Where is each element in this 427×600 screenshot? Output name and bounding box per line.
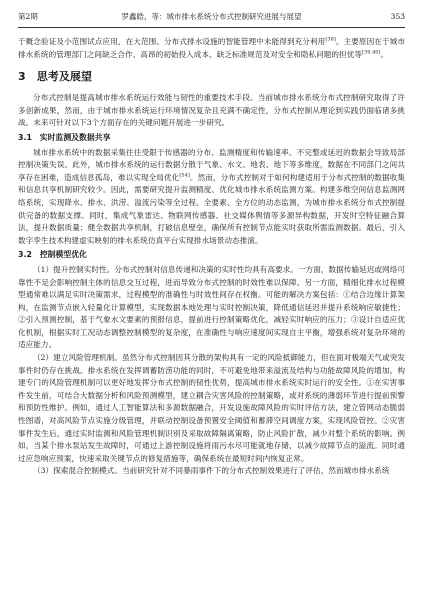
subsection-heading: 3.2 控制模型优化 bbox=[18, 250, 87, 260]
risk-paragraph: （2）建立风险管理机制。虽然分布式控制因其分散的架构具有一定的风险抵御能力，但在面对极端天气或突发事件时仍存在挑战。排水系统在发挥调蓄防涝功能的同时，不可避免地带来溢流及结构与功能故障风险的增加。构建专门的风险管理机制可以更好地发挥分布式控制的韧性优势，提高城市排水系统实时运行的安全性。①在实害事件发生前，可结合大数据分析和风险预测模型，建立耦合灾害风险的控制策略，或对系统的薄弱环节进行提前预警和预防性维护。例如，通过人工智能算法和多源数据融合，开发设施故障风险的实时评估方法，建立管网动态脆弱性图谱，对高风险节点实施分级管理，并联动控制设备预置安全阈值和蓄滞空间调度方案，实现风险管控。②灾害事件发生后，通过实时监测和风险管理机制识别及采取故障隔离策略，防止风险扩散，减少对整个系统的影响。例如，当某个排水泵站发生故障时，可通过上游控制设施将雨污水尽可能就地存储，以减少故障节点的溢流。同时通过应急响应预案，快速采取关键节点的修复措施等，确保系统在最短时间内恢复正常。 bbox=[18, 353, 405, 463]
section-heading: 3 思考及展望 bbox=[18, 70, 93, 84]
realtime-paragraph: （1）提升控制实时性。分布式控制对信息传递和决策的实时性均具有高要求。一方面，数据传输延迟或网络可靠性不足会影响控制主体的信息交互过程，进而导致分布式控制的时效性难以保障。另一方面，精细化排水过程模型通常难以满足实时决策需求，过程模型的准确性与时效性间存在权衡。可能的解决方案包括：①结合边缘计算架构，在监测节点嵌入轻量化计算模型，实现数据本地处理与实时控制决策，降低通信延迟并提升系统响应敏捷性；②引入预测控制，基于气象水文要素的预报信息，提前进行控制策略优化，减轻实时响应的压力；③设计自适应优化机制，根据实时工况动态调整控制模型的复杂度，在准确性与响应速度间实现自主平衡，增强系统对复杂环境的适应能力。 bbox=[18, 264, 405, 350]
running-title: 罗鑫皓，等：城市排水系统分布式控制研究进展与展望 bbox=[121, 12, 302, 21]
hybrid-paragraph: （3）探索混合控制模式。当前研究针对不同暴雨事件下的分布式控制效果进行了评估，然而城市排水系统 bbox=[33, 466, 390, 476]
citation-ref[interactable]: [38] bbox=[325, 36, 336, 43]
subsection-heading: 3.1 实时监测及数据共享 bbox=[18, 132, 111, 142]
monitoring-text-2: 。然而，分布式控制对于如何构建适用于分布式控制的数据收集和信息共享机制研究较少。因此，需要研究提升监测精度、优化城市排水系统监测方案。构建多维空间信息监测网络系统，实现降水、排水、洪涝、溢流污染等全过程、全要素、全方位的动态监测，为城市排水系统分布式控制提供完备的数据支撑。同时，集成气象雷达、物联网传感器、社交媒体舆情等多源异构数据，开发时空特征融合算法，提升数据质量；健全数据共享机制，打破信息壁垒，确保所有控制节点能实时获取所需监测数据。最后，引入数字孪生技术构建虚实映射的排水系统仿真平台实现排水场景动态推演。 bbox=[18, 172, 405, 245]
page-number: 353 bbox=[390, 12, 405, 21]
intro-paragraph bbox=[18, 36, 405, 61]
issue-label: 第2期 bbox=[18, 12, 38, 21]
running-header bbox=[18, 9, 405, 25]
body-text bbox=[18, 36, 405, 594]
citation-ref[interactable]: [39,40] bbox=[361, 49, 381, 56]
intro-text-3: 。 bbox=[380, 49, 389, 59]
monitoring-text: 城市排水系统中的数据采集往往受限于传感器的分布、监测精度和传输速率。不完整或延迟的数据会导致局部控制决策失误。此外，城市排水系统的运行数据分散于气象、水文、地表、地下等多维度，数据在不同部门之间共享存在困难，造成信息孤岛，难以实现全局优化 bbox=[18, 147, 405, 182]
header-rule bbox=[18, 27, 405, 28]
intro-text-2: 。主要原因在于城市排水系统的管理部门之间缺乏合作、高昂的初始投入成本、缺乏标准规范及对安全和隐私问题的担忧等 bbox=[18, 37, 405, 59]
monitoring-paragraph bbox=[18, 147, 405, 248]
intro-text: 于概念验证及小范围试点应用，在大范围、分布式排水设施的智能管理中未能得到充分利用 bbox=[18, 37, 326, 46]
citation-ref[interactable]: [54] bbox=[179, 172, 190, 179]
section-paragraph: 分布式控制是提高城市排水系统运行效能与韧性的重要技术手段。当前城市排水系统分布式控制研究取得了许多创新成果，然而，由于城市排水系统运行环境情况复杂且充满不确定性，分布式控制从理论到实践仍面临诸多挑战。未来可针对以下3个方面存在的关键问题开展进一步研究。 bbox=[18, 93, 405, 128]
